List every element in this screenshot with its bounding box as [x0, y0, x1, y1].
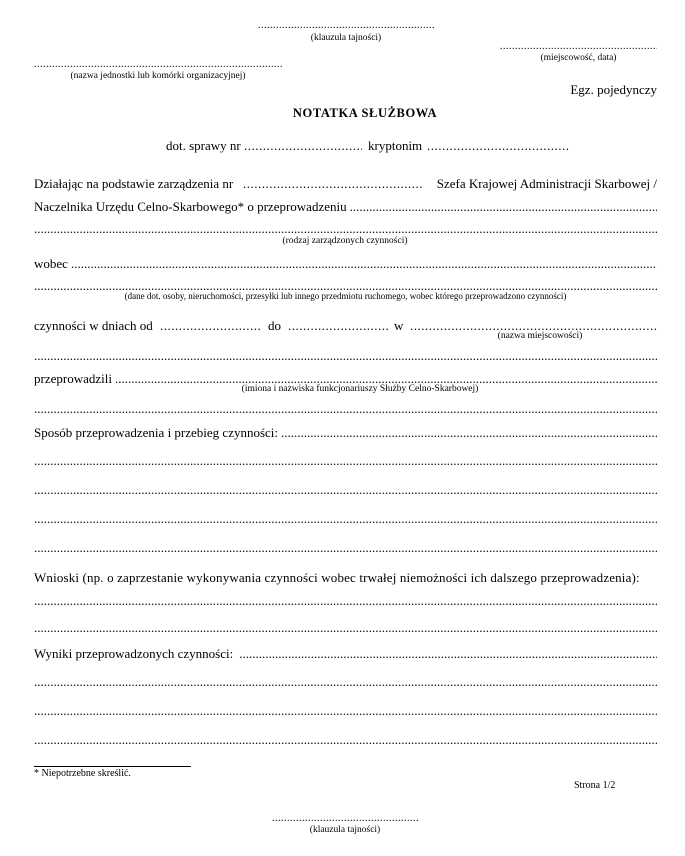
method-field[interactable]	[281, 425, 657, 441]
conclusions-field-line-1[interactable]	[34, 593, 657, 609]
unit-name-caption: (nazwa jednostki lub komórki organizacyjnej)	[70, 71, 246, 81]
acting-label: Działając na podstawie zarządzenia nr	[34, 176, 234, 191]
officers-caption: (imiona i nazwiska funkcjonariuszy Służby Celno-Skarbowej)	[241, 384, 479, 394]
actions-field[interactable]	[350, 199, 657, 215]
place-field-line-2[interactable]	[34, 348, 657, 364]
classification-top-line[interactable]	[258, 20, 434, 31]
results-field-line-2[interactable]	[34, 674, 657, 690]
dates-label: czynności w dniach od	[34, 318, 153, 333]
classification-bottom-line[interactable]	[272, 813, 418, 824]
case-label: dot. sprawy nr	[166, 138, 241, 153]
to-label: do	[268, 318, 281, 333]
classification-top-caption: (klauzula tajności)	[310, 33, 382, 43]
results-label: Wyniki przeprowadzonych czynności:	[34, 646, 234, 661]
footnote-separator	[34, 766, 191, 767]
authority-label-2: Naczelnika Urzędu Celno-Skarbowego* o przeprowadzeniu	[34, 199, 347, 214]
order-number-field[interactable]	[243, 176, 423, 192]
method-field-line-2[interactable]	[34, 453, 657, 469]
method-field-line-5[interactable]	[34, 540, 657, 556]
against-field[interactable]	[71, 256, 657, 272]
authority-line-1: Szefa Krajowej Administracji Skarbowej /	[436, 176, 657, 191]
conclusions-label: Wnioski (np. o zaprzestanie wykonywania czynności wobec trwałej niemożności ich dalszego przeprowadzenia):	[34, 570, 640, 585]
in-label: w	[394, 318, 404, 333]
place-date-line[interactable]	[500, 41, 657, 52]
officers-field-line-2[interactable]	[34, 401, 657, 417]
date-from-field[interactable]	[160, 318, 262, 334]
actions-caption: (rodzaj zarządzonych czynności)	[282, 236, 408, 246]
page-number: Strona 1/2	[574, 780, 616, 791]
results-field-line-3[interactable]	[34, 703, 657, 719]
crypto-field[interactable]	[427, 138, 569, 154]
place-date-caption: (miejscowość, data)	[540, 53, 617, 63]
method-label: Sposób przeprowadzenia i przebieg czynności:	[34, 425, 279, 440]
results-field[interactable]	[239, 646, 657, 662]
date-to-field[interactable]	[288, 318, 388, 334]
classification-bottom-caption: (klauzula tajności)	[309, 825, 381, 835]
method-field-line-4[interactable]	[34, 511, 657, 527]
results-field-line-4[interactable]	[34, 732, 657, 748]
authority-line-2	[34, 199, 657, 215]
copy-note: Egz. pojedynczy	[570, 82, 657, 97]
against-line	[34, 256, 657, 272]
against-label: wobec	[34, 256, 68, 271]
case-number-field[interactable]	[244, 138, 362, 154]
place-caption: (nazwa miejscowości)	[497, 331, 583, 341]
conducted-label: przeprowadzili	[34, 371, 112, 386]
document-title: NOTATKA SŁUŻBOWA	[292, 106, 438, 120]
actions-field-line[interactable]	[34, 221, 657, 237]
method-field-line-3[interactable]	[34, 482, 657, 498]
object-caption: (dane dot. osoby, nieruchomości, przesyłki lub innego przedmiotu ruchomego, wobec którego przeprowadzono czynności)	[124, 291, 567, 301]
footnote: * Niepotrzebne skreślić.	[34, 768, 131, 779]
unit-name-line[interactable]	[34, 59, 282, 70]
crypto-label: kryptonim	[368, 138, 423, 153]
method-line	[34, 425, 657, 441]
results-line	[34, 646, 657, 662]
conclusions-field-line-2[interactable]	[34, 620, 657, 636]
